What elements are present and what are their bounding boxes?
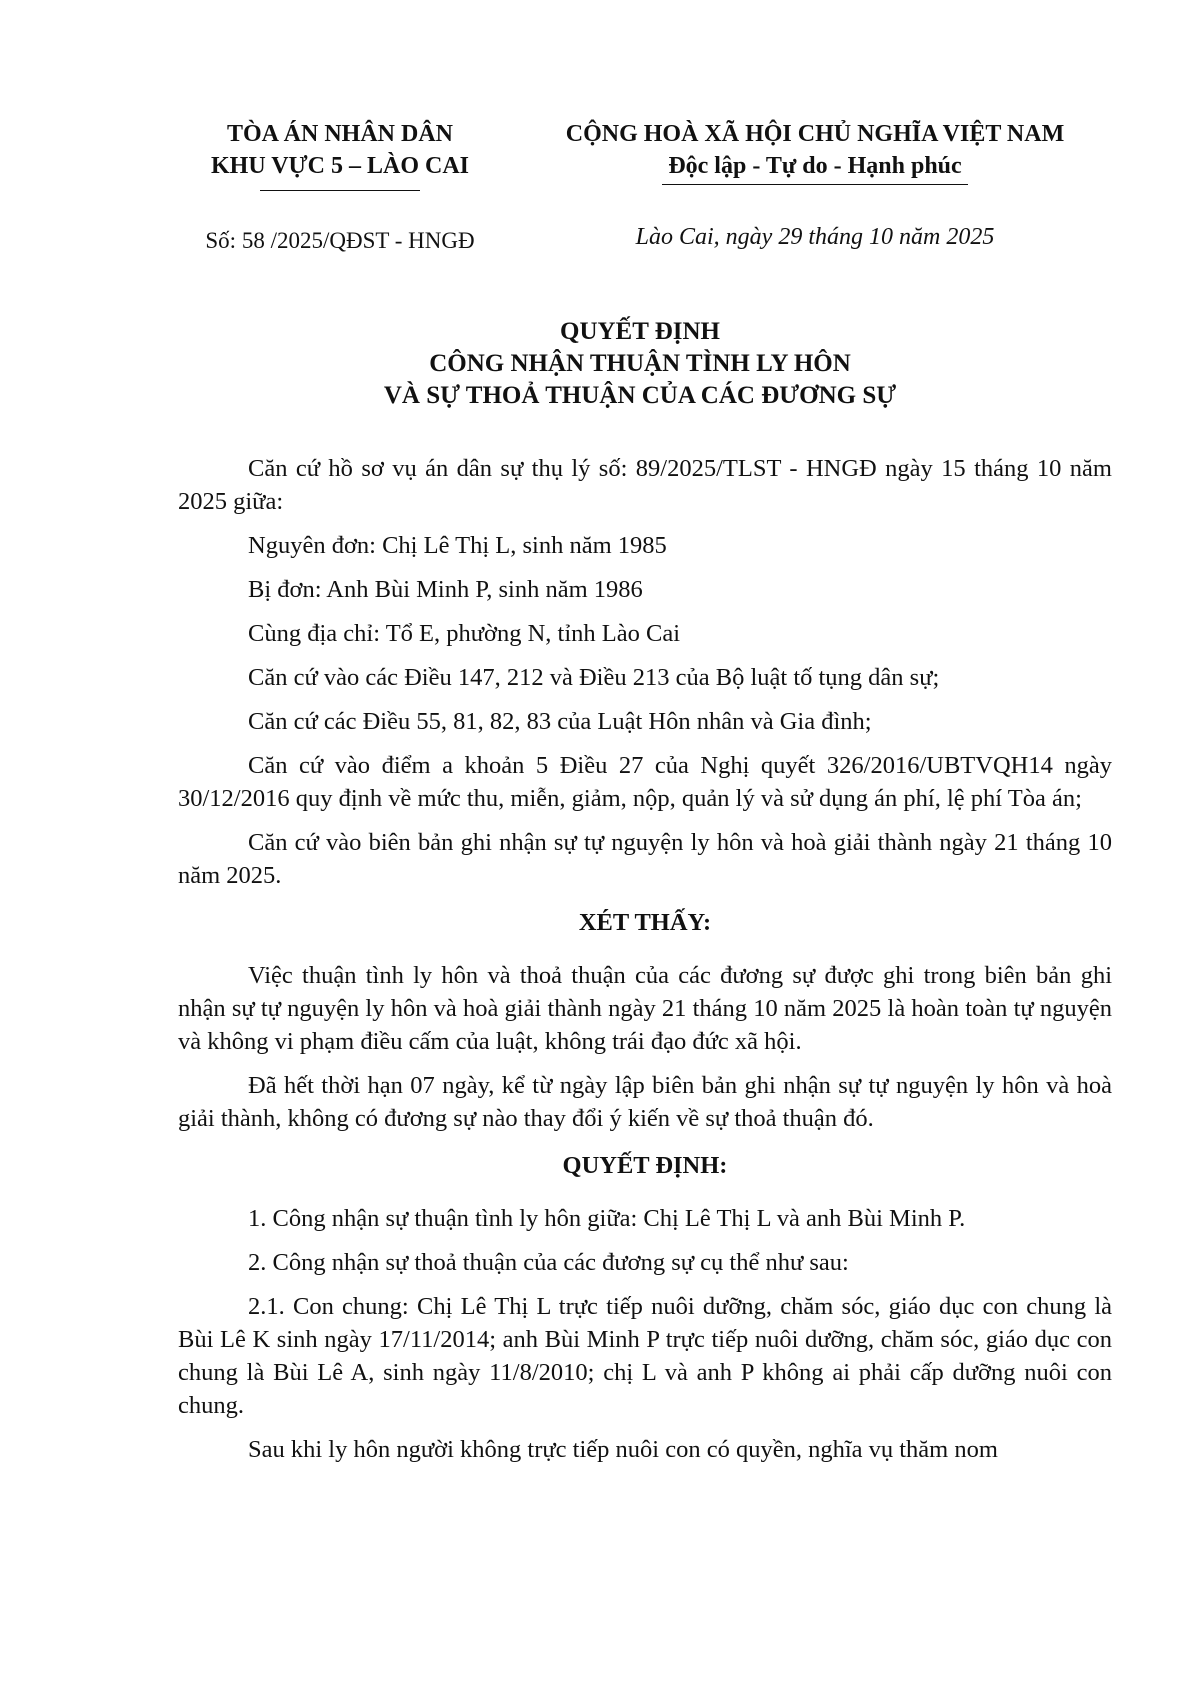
- paragraph-legal-basis-civil-procedure: Căn cứ vào các Điều 147, 212 và Điều 213 của Bộ luật tố tụng dân sự;: [248, 664, 940, 691]
- title-line-1: QUYẾT ĐỊNH: [560, 318, 720, 345]
- nation-name: CỘNG HOÀ XÃ HỘI CHỦ NGHĨA VIỆT NAM: [565, 121, 1065, 147]
- paragraph-conciliation-record: Căn cứ vào biên bản ghi nhận sự tự nguyện ly hôn và hoà giải thành ngày 21 tháng 10 năm 2025.: [178, 829, 1112, 889]
- paragraph-legal-basis-fees: Căn cứ vào điểm a khoản 5 Điều 27 của Nghị quyết 326/2016/UBTVQH14 ngày 30/12/2016 quy định về mức thu, miễn, giảm, nộp, quản lý và sử dụng án phí, lệ phí Tòa án;: [178, 752, 1112, 812]
- court-header-rule: [260, 190, 420, 191]
- paragraph-legal-basis-family-law: Căn cứ các Điều 55, 81, 82, 83 của Luật Hôn nhân và Gia đình;: [248, 708, 872, 735]
- title-line-3: VÀ SỰ THOẢ THUẬN CỦA CÁC ĐƯƠNG SỰ: [383, 382, 897, 409]
- court-header: [180, 118, 500, 191]
- paragraph-findings-2: Đã hết thời hạn 07 ngày, kể từ ngày lập biên bản ghi nhận sự tự nguyện ly hôn và hoà giải thành, không có đương sự nào thay đổi ý kiến về sự thoả thuận đó.: [178, 1072, 1112, 1132]
- paragraph-visitation: Sau khi ly hôn người không trực tiếp nuôi con có quyền, nghĩa vụ thăm nom: [248, 1436, 998, 1463]
- paragraph-defendant: Bị đơn: Anh Bùi Minh P, sinh năm 1986: [248, 576, 643, 603]
- national-motto: Độc lập - Tự do - Hạnh phúc: [662, 150, 967, 185]
- title-line-2: CÔNG NHẬN THUẬN TÌNH LY HÔN: [429, 350, 851, 377]
- document-number: Số: 58 /2025/QĐST - HNGĐ: [205, 228, 475, 253]
- paragraph-decision-1: 1. Công nhận sự thuận tình ly hôn giữa: Chị Lê Thị L và anh Bùi Minh P.: [248, 1205, 966, 1232]
- paragraph-plaintiff: Nguyên đơn: Chị Lê Thị L, sinh năm 1985: [248, 532, 667, 559]
- document-title: [180, 316, 1100, 412]
- paragraph-address: Cùng địa chỉ: Tổ E, phường N, tỉnh Lào Cai: [248, 620, 681, 647]
- paragraph-findings-1: Việc thuận tình ly hôn và thoả thuận của các đương sự được ghi trong biên bản ghi nhận sự tự nguyện ly hôn và hoà giải thành ngày 21 tháng 10 năm 2025 là hoàn toàn tự nguyện và không vi phạm điều cấm của luật, không trái đạo đức xã hội.: [178, 962, 1112, 1055]
- section-heading-decision: QUYẾT ĐỊNH:: [562, 1152, 728, 1179]
- paragraph-decision-2-1: 2.1. Con chung: Chị Lê Thị L trực tiếp nuôi dưỡng, chăm sóc, giáo dục con chung là Bùi Lê K sinh ngày 17/11/2014; anh Bùi Minh P trực tiếp nuôi dưỡng, chăm sóc, giáo dục con chung là Bùi Lê A, sinh ngày 11/8/2010; chị L và anh P không ai phải cấp dưỡng nuôi con chung.: [178, 1293, 1112, 1419]
- national-header: [530, 118, 1100, 185]
- section-heading-findings: XÉT THẤY:: [578, 909, 712, 936]
- paragraph-case-file: Căn cứ hồ sơ vụ án dân sự thụ lý số: 89/2025/TLST - HNGĐ ngày 15 tháng 10 năm 2025 giữa:: [178, 455, 1112, 515]
- place-and-date: Lào Cai, ngày 29 tháng 10 năm 2025: [635, 224, 995, 250]
- document-body: [178, 452, 1112, 1477]
- court-region: KHU VỰC 5 – LÀO CAI: [210, 153, 469, 179]
- paragraph-decision-2: 2. Công nhận sự thoả thuận của các đương sự cụ thể như sau:: [248, 1249, 849, 1276]
- court-name: TÒA ÁN NHÂN DÂN: [226, 121, 453, 147]
